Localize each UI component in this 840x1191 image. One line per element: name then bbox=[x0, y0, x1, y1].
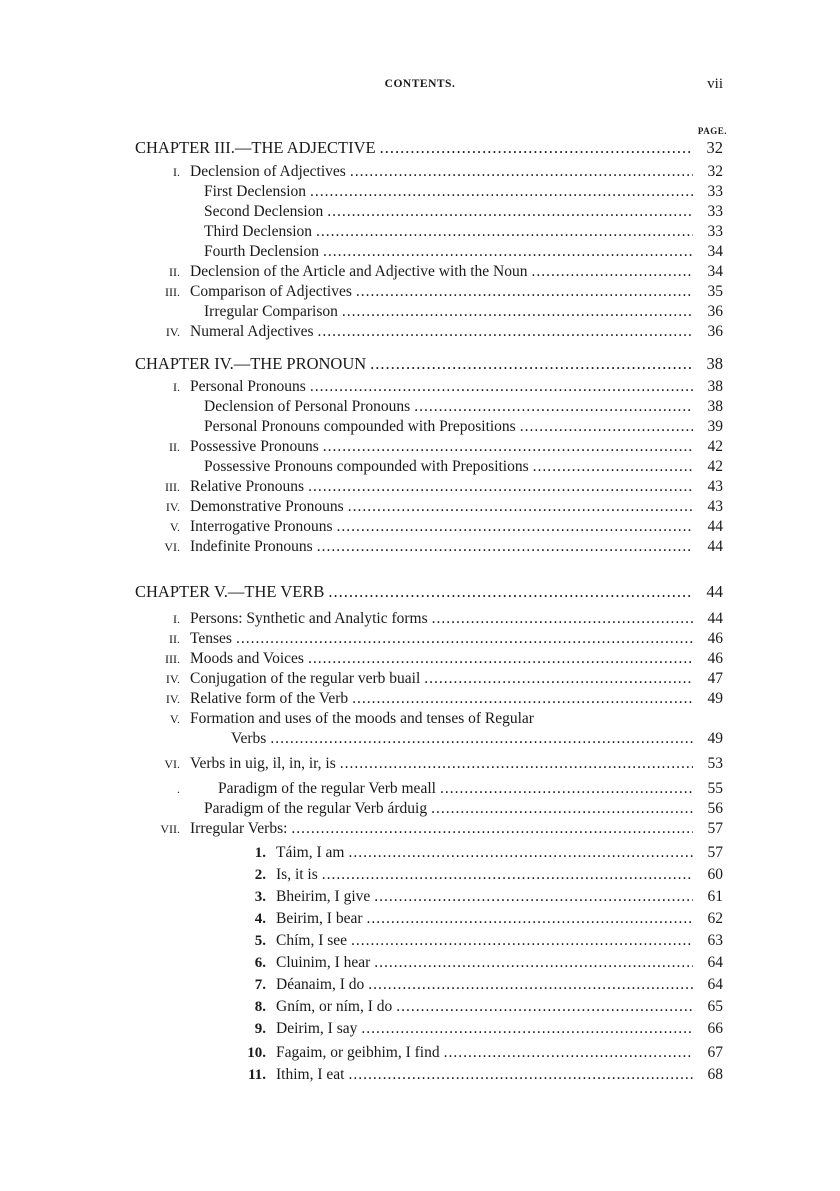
entry-title: Possessive Pronouns bbox=[190, 438, 319, 455]
toc-entry bbox=[140, 518, 723, 538]
dot-leader bbox=[356, 283, 693, 301]
entry-page-number: 49 bbox=[707, 690, 723, 707]
entry-number: 3. bbox=[254, 889, 266, 905]
entry-title: Personal Pronouns bbox=[190, 378, 306, 395]
entry-title: Bheirim, I give bbox=[276, 888, 371, 905]
entry-page-number: 65 bbox=[707, 998, 723, 1015]
entry-page-number: 44 bbox=[707, 518, 723, 535]
entry-number: 1. bbox=[254, 845, 266, 861]
entry-number: II. bbox=[169, 440, 180, 454]
entry-page-number: 33 bbox=[707, 203, 723, 220]
entry-number: V. bbox=[169, 520, 180, 534]
entry-page-number: 55 bbox=[707, 780, 723, 797]
toc-entry bbox=[204, 418, 723, 438]
entry-page-number: 34 bbox=[707, 243, 723, 260]
toc-entry bbox=[204, 183, 723, 203]
entry-number: 8. bbox=[254, 999, 266, 1015]
entry-page-number: 34 bbox=[707, 263, 723, 280]
entry-number: I. bbox=[173, 380, 180, 394]
dot-leader bbox=[310, 378, 693, 396]
toc-entry bbox=[226, 932, 723, 952]
toc-entry bbox=[140, 438, 723, 458]
entry-page-number: 36 bbox=[707, 303, 723, 320]
toc-entry bbox=[140, 610, 723, 630]
toc-entry bbox=[140, 283, 723, 303]
entry-number: II. bbox=[169, 265, 180, 279]
dot-leader bbox=[336, 518, 693, 536]
dot-leader bbox=[432, 610, 693, 628]
toc-entry bbox=[140, 780, 723, 800]
entry-title: Relative form of the Verb bbox=[190, 690, 349, 707]
entry-title: Irregular Comparison bbox=[204, 303, 338, 320]
dot-leader bbox=[348, 498, 693, 516]
entry-title: Comparison of Adjectives bbox=[190, 283, 352, 300]
toc-entry bbox=[204, 800, 723, 820]
entry-title: Deirim, I say bbox=[276, 1020, 358, 1037]
entry-number: 7. bbox=[254, 977, 266, 993]
entry-title: Fagaim, or geibhim, I find bbox=[276, 1044, 440, 1061]
toc-entry bbox=[140, 538, 723, 558]
entry-title: CHAPTER III.—THE ADJECTIVE bbox=[135, 138, 376, 157]
toc-entry bbox=[204, 303, 723, 323]
toc-entry bbox=[140, 820, 723, 840]
toc-entry bbox=[226, 976, 723, 996]
entry-title: Fourth Declension bbox=[204, 243, 319, 260]
entry-page-number: 67 bbox=[707, 1044, 723, 1061]
entry-page-number: 32 bbox=[706, 138, 723, 157]
dot-leader bbox=[328, 582, 693, 602]
entry-title: Third Declension bbox=[204, 223, 313, 240]
toc-chapter-entry bbox=[135, 138, 723, 158]
entry-title: Verbs bbox=[231, 730, 267, 747]
entry-page-number: 61 bbox=[707, 888, 723, 905]
entry-title: Chím, I see bbox=[276, 932, 348, 949]
toc-entry bbox=[226, 866, 723, 886]
dot-leader bbox=[520, 418, 693, 436]
entry-number: III. bbox=[165, 652, 180, 666]
dot-leader bbox=[396, 998, 693, 1016]
entry-title: Personal Pronouns compounded with Prepositions bbox=[204, 418, 516, 435]
toc-entry bbox=[226, 888, 723, 908]
toc-entry bbox=[231, 730, 723, 750]
dot-leader bbox=[361, 1020, 693, 1038]
entry-title: Beirim, I bear bbox=[276, 910, 363, 927]
dot-leader bbox=[322, 866, 693, 884]
entry-page-number: 38 bbox=[707, 398, 723, 415]
toc-entry bbox=[204, 223, 723, 243]
toc-entry bbox=[226, 1044, 723, 1064]
entry-title: Ithim, I eat bbox=[276, 1066, 345, 1083]
entry-title: Numeral Adjectives bbox=[190, 323, 314, 340]
dot-leader bbox=[348, 1066, 693, 1084]
entry-title: Declension of Adjectives bbox=[190, 163, 346, 180]
entry-number: I. bbox=[173, 165, 180, 179]
dot-leader bbox=[317, 538, 693, 556]
dot-leader bbox=[440, 780, 693, 798]
dot-leader bbox=[352, 690, 693, 708]
toc-entry bbox=[140, 323, 723, 343]
entry-title: Persons: Synthetic and Analytic forms bbox=[190, 610, 428, 627]
entry-number: IV. bbox=[165, 672, 180, 686]
toc-entry bbox=[204, 398, 723, 418]
toc-entry bbox=[140, 670, 723, 690]
toc-entry bbox=[140, 755, 723, 775]
dot-leader bbox=[531, 263, 693, 281]
toc-entry bbox=[140, 378, 723, 398]
entry-page-number: 42 bbox=[707, 438, 723, 455]
entry-title: Paradigm of the regular Verb árduig bbox=[204, 800, 428, 817]
dot-leader bbox=[368, 976, 693, 994]
entry-page-number: 35 bbox=[707, 283, 723, 300]
entry-title: Possessive Pronouns compounded with Prepositions bbox=[204, 458, 529, 475]
dot-leader bbox=[340, 755, 693, 773]
entry-title: Conjugation of the regular verb buail bbox=[190, 670, 421, 687]
entry-page-number: 53 bbox=[707, 755, 723, 772]
entry-page-number: 38 bbox=[706, 354, 723, 373]
entry-page-number: 68 bbox=[707, 1066, 723, 1083]
entry-number: I. bbox=[173, 612, 180, 626]
dot-leader bbox=[342, 303, 693, 321]
entry-page-number: 33 bbox=[707, 223, 723, 240]
dot-leader bbox=[444, 1044, 693, 1062]
entry-number: 11. bbox=[248, 1067, 266, 1083]
dot-leader bbox=[236, 630, 693, 648]
entry-page-number: 44 bbox=[707, 538, 723, 555]
entry-number: 10. bbox=[247, 1045, 266, 1061]
entry-page-number: 44 bbox=[706, 582, 723, 601]
toc-entry bbox=[226, 1066, 723, 1086]
toc-entry bbox=[226, 954, 723, 974]
entry-number: 5. bbox=[254, 933, 266, 949]
running-header bbox=[0, 78, 840, 98]
entry-number: VII. bbox=[160, 822, 180, 836]
dot-leader bbox=[414, 398, 693, 416]
entry-page-number: 33 bbox=[707, 183, 723, 200]
entry-title: Demonstrative Pronouns bbox=[190, 498, 344, 515]
entry-title: Táim, I am bbox=[276, 844, 345, 861]
entry-page-number: 56 bbox=[707, 800, 723, 817]
entry-page-number: 47 bbox=[707, 670, 723, 687]
entry-number: 9. bbox=[254, 1021, 266, 1037]
entry-page-number: 46 bbox=[707, 650, 723, 667]
entry-page-number: 62 bbox=[707, 910, 723, 927]
entry-title: Moods and Voices bbox=[190, 650, 304, 667]
entry-number: 4. bbox=[254, 911, 266, 927]
toc-entry bbox=[140, 690, 723, 710]
entry-title: CHAPTER IV.—THE PRONOUN bbox=[135, 354, 367, 373]
toc-entry bbox=[140, 630, 723, 650]
entry-page-number: 49 bbox=[707, 730, 723, 747]
entry-title: Irregular Verbs: bbox=[190, 820, 288, 837]
dot-leader bbox=[327, 203, 693, 221]
dot-leader bbox=[370, 354, 693, 374]
dot-leader bbox=[533, 458, 693, 476]
entry-page-number: 43 bbox=[707, 478, 723, 495]
toc-entry bbox=[140, 498, 723, 518]
entry-number: 6. bbox=[254, 955, 266, 971]
entry-title: CHAPTER V.—THE VERB bbox=[135, 582, 325, 601]
entry-page-number: 60 bbox=[707, 866, 723, 883]
entry-page-number: 63 bbox=[707, 932, 723, 949]
entry-page-number: 64 bbox=[707, 976, 723, 993]
dot-leader bbox=[318, 323, 693, 341]
entry-page-number: 57 bbox=[707, 844, 723, 861]
entry-title: Is, it is bbox=[276, 866, 318, 883]
entry-page-number: 44 bbox=[707, 610, 723, 627]
entry-title: Verbs in uig, il, in, ir, is bbox=[190, 755, 336, 772]
dot-leader bbox=[380, 138, 693, 158]
entry-page-number: 43 bbox=[707, 498, 723, 515]
entry-title: Indefinite Pronouns bbox=[190, 538, 313, 555]
entry-title: Declension of the Article and Adjective with the Noun bbox=[190, 263, 528, 280]
entry-title: Formation and uses of the moods and tenses of Regular bbox=[190, 710, 534, 727]
entry-page-number: 46 bbox=[707, 630, 723, 647]
entry-title: Gním, or ním, I do bbox=[276, 998, 393, 1015]
dot-leader bbox=[374, 954, 693, 972]
entry-number: II. bbox=[169, 632, 180, 646]
entry-title: Tenses bbox=[190, 630, 232, 647]
entry-number: VI. bbox=[164, 757, 180, 771]
page-column-label: PAGE. bbox=[697, 126, 727, 136]
entry-title: Relative Pronouns bbox=[190, 478, 305, 495]
dot-leader bbox=[323, 438, 693, 456]
dot-leader bbox=[424, 670, 693, 688]
toc-entry bbox=[204, 203, 723, 223]
toc-entry bbox=[140, 163, 723, 183]
entry-number: V. bbox=[169, 712, 180, 726]
entry-number: III. bbox=[165, 285, 180, 299]
entry-title: Paradigm of the regular Verb meall bbox=[218, 780, 436, 797]
dot-leader bbox=[308, 650, 693, 668]
toc-entry bbox=[226, 910, 723, 930]
entry-page-number: 39 bbox=[707, 418, 723, 435]
dot-leader bbox=[291, 820, 693, 838]
dot-leader bbox=[316, 223, 693, 241]
entry-page-number: 64 bbox=[707, 954, 723, 971]
entry-number: III. bbox=[165, 480, 180, 494]
dot-leader bbox=[374, 888, 693, 906]
dot-leader bbox=[323, 243, 693, 261]
dot-leader bbox=[348, 844, 693, 862]
page-folio: vii bbox=[707, 76, 723, 92]
entry-title: Interrogative Pronouns bbox=[190, 518, 333, 535]
toc-entry bbox=[204, 243, 723, 263]
entry-page-number: 36 bbox=[707, 323, 723, 340]
toc-entry bbox=[226, 1020, 723, 1040]
entry-number: IV. bbox=[165, 500, 180, 514]
entry-title: Second Declension bbox=[204, 203, 324, 220]
entry-number: VI. bbox=[164, 540, 180, 554]
toc-entry bbox=[226, 998, 723, 1018]
entry-number: IV. bbox=[165, 325, 180, 339]
dot-leader bbox=[351, 932, 693, 950]
dot-leader bbox=[431, 800, 693, 818]
running-title: CONTENTS. bbox=[384, 78, 456, 90]
dot-leader bbox=[270, 730, 693, 748]
entry-page-number: 32 bbox=[707, 163, 723, 180]
toc-entry bbox=[140, 478, 723, 498]
entry-number: 2. bbox=[254, 867, 266, 883]
entry-number: IV. bbox=[165, 692, 180, 706]
toc-entry bbox=[204, 458, 723, 478]
toc-chapter-entry bbox=[135, 354, 723, 374]
dot-leader bbox=[308, 478, 693, 496]
toc-entry bbox=[140, 263, 723, 283]
toc-entry bbox=[140, 710, 723, 730]
entry-title: Declension of Personal Pronouns bbox=[204, 398, 411, 415]
entry-number: . bbox=[177, 782, 180, 796]
entry-page-number: 38 bbox=[707, 378, 723, 395]
entry-title: Cluinim, I hear bbox=[276, 954, 371, 971]
entry-title: First Declension bbox=[204, 183, 307, 200]
toc-chapter-entry bbox=[135, 582, 723, 602]
toc-entry bbox=[140, 650, 723, 670]
dot-leader bbox=[350, 163, 693, 181]
entry-page-number: 57 bbox=[707, 820, 723, 837]
entry-page-number: 66 bbox=[707, 1020, 723, 1037]
entry-title: Déanaim, I do bbox=[276, 976, 365, 993]
entry-page-number: 42 bbox=[707, 458, 723, 475]
dot-leader bbox=[310, 183, 693, 201]
toc-entry bbox=[226, 844, 723, 864]
dot-leader bbox=[367, 910, 693, 928]
